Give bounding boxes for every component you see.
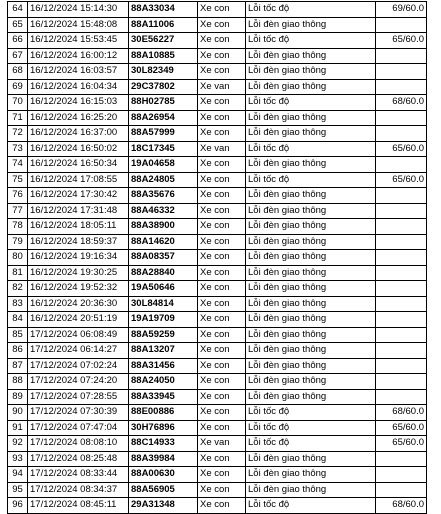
vehicle-type-cell: Xe con <box>198 234 246 250</box>
speed-reading-cell: 65/60.0 <box>376 436 427 452</box>
vehicle-type-cell: Xe con <box>198 265 246 281</box>
violation-type-cell: Lỗi đèn giao thông <box>246 234 376 250</box>
table-row <box>8 64 427 80</box>
speed-reading-cell <box>376 343 427 359</box>
speed-reading-cell <box>376 482 427 498</box>
violation-type-cell: Lỗi đèn giao thông <box>246 467 376 483</box>
row-index-cell: 87 <box>8 358 28 374</box>
row-index-cell: 96 <box>8 498 28 514</box>
row-index-cell: 69 <box>8 79 28 95</box>
vehicle-type-cell: Xe con <box>198 157 246 173</box>
timestamp-cell: 17/12/2024 08:34:37 <box>28 482 129 498</box>
speed-reading-cell: 68/60.0 <box>376 405 427 421</box>
table-row <box>8 33 427 49</box>
license-plate-cell: 29C37802 <box>129 79 198 95</box>
violations-table-body <box>8 2 427 514</box>
speed-reading-cell <box>376 188 427 204</box>
row-index-cell: 78 <box>8 219 28 235</box>
vehicle-type-cell: Xe con <box>198 358 246 374</box>
table-row <box>8 250 427 266</box>
violation-type-cell: Lỗi đèn giao thông <box>246 219 376 235</box>
timestamp-cell: 17/12/2024 07:24:20 <box>28 374 129 390</box>
license-plate-cell: 88A46332 <box>129 203 198 219</box>
table-row <box>8 265 427 281</box>
license-plate-cell: 88H02785 <box>129 95 198 111</box>
timestamp-cell: 17/12/2024 08:08:10 <box>28 436 129 452</box>
license-plate-cell: 19A50646 <box>129 281 198 297</box>
row-index-cell: 90 <box>8 405 28 421</box>
speed-reading-cell <box>376 296 427 312</box>
violation-type-cell: Lỗi đèn giao thông <box>246 203 376 219</box>
row-index-cell: 79 <box>8 234 28 250</box>
speed-reading-cell: 65/60.0 <box>376 420 427 436</box>
violation-type-cell: Lỗi đèn giao thông <box>246 64 376 80</box>
speed-reading-cell <box>376 281 427 297</box>
license-plate-cell: 88A26954 <box>129 110 198 126</box>
timestamp-cell: 16/12/2024 17:30:42 <box>28 188 129 204</box>
license-plate-cell: 88A57999 <box>129 126 198 142</box>
vehicle-type-cell: Xe con <box>198 343 246 359</box>
vehicle-type-cell: Xe con <box>198 482 246 498</box>
row-index-cell: 76 <box>8 188 28 204</box>
violation-type-cell: Lỗi đèn giao thông <box>246 48 376 64</box>
vehicle-type-cell: Xe con <box>198 250 246 266</box>
license-plate-cell: 30L84814 <box>129 296 198 312</box>
table-row <box>8 157 427 173</box>
violation-type-cell: Lỗi đèn giao thông <box>246 157 376 173</box>
violation-type-cell: Lỗi đèn giao thông <box>246 126 376 142</box>
row-index-cell: 84 <box>8 312 28 328</box>
violation-type-cell: Lỗi tốc độ <box>246 95 376 111</box>
timestamp-cell: 16/12/2024 18:05:11 <box>28 219 129 235</box>
row-index-cell: 74 <box>8 157 28 173</box>
row-index-cell: 70 <box>8 95 28 111</box>
vehicle-type-cell: Xe con <box>198 33 246 49</box>
license-plate-cell: 88A28840 <box>129 265 198 281</box>
speed-reading-cell: 65/60.0 <box>376 141 427 157</box>
license-plate-cell: 88A39984 <box>129 451 198 467</box>
license-plate-cell: 88A14620 <box>129 234 198 250</box>
license-plate-cell: 19A19709 <box>129 312 198 328</box>
timestamp-cell: 16/12/2024 19:52:32 <box>28 281 129 297</box>
vehicle-type-cell: Xe con <box>198 95 246 111</box>
row-index-cell: 88 <box>8 374 28 390</box>
license-plate-cell: 88E00886 <box>129 405 198 421</box>
row-index-cell: 66 <box>8 33 28 49</box>
table-row <box>8 467 427 483</box>
vehicle-type-cell: Xe con <box>198 48 246 64</box>
table-row <box>8 374 427 390</box>
vehicle-type-cell: Xe van <box>198 141 246 157</box>
row-index-cell: 86 <box>8 343 28 359</box>
row-index-cell: 94 <box>8 467 28 483</box>
row-index-cell: 67 <box>8 48 28 64</box>
violation-type-cell: Lỗi đèn giao thông <box>246 312 376 328</box>
violation-type-cell: Lỗi đèn giao thông <box>246 281 376 297</box>
timestamp-cell: 16/12/2024 16:50:02 <box>28 141 129 157</box>
table-row <box>8 358 427 374</box>
vehicle-type-cell: Xe con <box>198 327 246 343</box>
license-plate-cell: 88A10885 <box>129 48 198 64</box>
table-row <box>8 141 427 157</box>
timestamp-cell: 16/12/2024 17:08:55 <box>28 172 129 188</box>
table-row <box>8 389 427 405</box>
timestamp-cell: 16/12/2024 16:03:57 <box>28 64 129 80</box>
table-row <box>8 343 427 359</box>
violation-type-cell: Lỗi tốc độ <box>246 33 376 49</box>
row-index-cell: 72 <box>8 126 28 142</box>
vehicle-type-cell: Xe con <box>198 172 246 188</box>
speed-reading-cell <box>376 157 427 173</box>
row-index-cell: 85 <box>8 327 28 343</box>
violation-type-cell: Lỗi đèn giao thông <box>246 188 376 204</box>
row-index-cell: 91 <box>8 420 28 436</box>
speed-reading-cell <box>376 250 427 266</box>
license-plate-cell: 88A00630 <box>129 467 198 483</box>
speed-reading-cell <box>376 234 427 250</box>
violation-type-cell: Lỗi tốc độ <box>246 172 376 188</box>
vehicle-type-cell: Xe con <box>198 296 246 312</box>
license-plate-cell: 29A31348 <box>129 498 198 514</box>
table-row <box>8 172 427 188</box>
timestamp-cell: 17/12/2024 08:33:44 <box>28 467 129 483</box>
speed-reading-cell: 68/60.0 <box>376 498 427 514</box>
table-row <box>8 281 427 297</box>
speed-reading-cell <box>376 79 427 95</box>
vehicle-type-cell: Xe con <box>198 281 246 297</box>
license-plate-cell: 88A13207 <box>129 343 198 359</box>
speed-reading-cell <box>376 126 427 142</box>
row-index-cell: 80 <box>8 250 28 266</box>
table-row <box>8 95 427 111</box>
timestamp-cell: 16/12/2024 16:25:20 <box>28 110 129 126</box>
violation-type-cell: Lỗi đèn giao thông <box>246 451 376 467</box>
vehicle-type-cell: Xe con <box>198 2 246 18</box>
violation-type-cell: Lỗi đèn giao thông <box>246 110 376 126</box>
timestamp-cell: 17/12/2024 07:30:39 <box>28 405 129 421</box>
timestamp-cell: 17/12/2024 06:14:27 <box>28 343 129 359</box>
table-row <box>8 482 427 498</box>
vehicle-type-cell: Xe con <box>198 467 246 483</box>
timestamp-cell: 17/12/2024 07:28:55 <box>28 389 129 405</box>
speed-reading-cell <box>376 203 427 219</box>
timestamp-cell: 16/12/2024 20:51:19 <box>28 312 129 328</box>
speed-reading-cell <box>376 110 427 126</box>
license-plate-cell: 88A56905 <box>129 482 198 498</box>
license-plate-cell: 88A38900 <box>129 219 198 235</box>
vehicle-type-cell: Xe con <box>198 17 246 33</box>
violation-type-cell: Lỗi đèn giao thông <box>246 250 376 266</box>
table-row <box>8 436 427 452</box>
table-row <box>8 327 427 343</box>
violation-type-cell: Lỗi đèn giao thông <box>246 79 376 95</box>
timestamp-cell: 16/12/2024 15:53:45 <box>28 33 129 49</box>
license-plate-cell: 88A31456 <box>129 358 198 374</box>
table-row <box>8 188 427 204</box>
speed-reading-cell <box>376 64 427 80</box>
vehicle-type-cell: Xe con <box>198 219 246 235</box>
timestamp-cell: 16/12/2024 15:14:30 <box>28 2 129 18</box>
table-row <box>8 79 427 95</box>
vehicle-type-cell: Xe van <box>198 79 246 95</box>
violation-type-cell: Lỗi đèn giao thông <box>246 389 376 405</box>
violation-type-cell: Lỗi tốc độ <box>246 405 376 421</box>
license-plate-cell: 88A33945 <box>129 389 198 405</box>
timestamp-cell: 16/12/2024 19:16:34 <box>28 250 129 266</box>
license-plate-cell: 88A24805 <box>129 172 198 188</box>
speed-reading-cell <box>376 374 427 390</box>
table-row <box>8 110 427 126</box>
row-index-cell: 82 <box>8 281 28 297</box>
row-index-cell: 81 <box>8 265 28 281</box>
timestamp-cell: 17/12/2024 07:47:04 <box>28 420 129 436</box>
table-row <box>8 498 427 514</box>
row-index-cell: 93 <box>8 451 28 467</box>
table-row <box>8 420 427 436</box>
speed-reading-cell: 69/60.0 <box>376 2 427 18</box>
violation-type-cell: Lỗi tốc độ <box>246 436 376 452</box>
violation-type-cell: Lỗi đèn giao thông <box>246 265 376 281</box>
license-plate-cell: 18C17345 <box>129 141 198 157</box>
timestamp-cell: 16/12/2024 20:36:30 <box>28 296 129 312</box>
table-row <box>8 17 427 33</box>
row-index-cell: 92 <box>8 436 28 452</box>
timestamp-cell: 16/12/2024 16:15:03 <box>28 95 129 111</box>
license-plate-cell: 88A59259 <box>129 327 198 343</box>
row-index-cell: 95 <box>8 482 28 498</box>
timestamp-cell: 16/12/2024 16:04:34 <box>28 79 129 95</box>
vehicle-type-cell: Xe con <box>198 64 246 80</box>
row-index-cell: 73 <box>8 141 28 157</box>
vehicle-type-cell: Xe con <box>198 451 246 467</box>
row-index-cell: 64 <box>8 2 28 18</box>
speed-reading-cell <box>376 312 427 328</box>
violations-table <box>7 1 427 514</box>
table-row <box>8 48 427 64</box>
table-row <box>8 203 427 219</box>
speed-reading-cell <box>376 451 427 467</box>
timestamp-cell: 17/12/2024 06:08:49 <box>28 327 129 343</box>
speed-reading-cell <box>376 17 427 33</box>
vehicle-type-cell: Xe con <box>198 312 246 328</box>
license-plate-cell: 88A24050 <box>129 374 198 390</box>
speed-reading-cell <box>376 219 427 235</box>
row-index-cell: 75 <box>8 172 28 188</box>
license-plate-cell: 88C14933 <box>129 436 198 452</box>
timestamp-cell: 17/12/2024 08:25:48 <box>28 451 129 467</box>
speed-reading-cell <box>376 389 427 405</box>
table-row <box>8 234 427 250</box>
row-index-cell: 89 <box>8 389 28 405</box>
timestamp-cell: 16/12/2024 19:30:25 <box>28 265 129 281</box>
table-row <box>8 126 427 142</box>
timestamp-cell: 16/12/2024 15:48:08 <box>28 17 129 33</box>
violation-type-cell: Lỗi đèn giao thông <box>246 358 376 374</box>
vehicle-type-cell: Xe con <box>198 374 246 390</box>
timestamp-cell: 16/12/2024 17:31:48 <box>28 203 129 219</box>
table-row <box>8 451 427 467</box>
speed-reading-cell <box>376 265 427 281</box>
timestamp-cell: 16/12/2024 18:59:37 <box>28 234 129 250</box>
vehicle-type-cell: Xe con <box>198 203 246 219</box>
violation-type-cell: Lỗi tốc độ <box>246 141 376 157</box>
table-row <box>8 312 427 328</box>
timestamp-cell: 16/12/2024 16:50:34 <box>28 157 129 173</box>
vehicle-type-cell: Xe con <box>198 405 246 421</box>
license-plate-cell: 88A08357 <box>129 250 198 266</box>
license-plate-cell: 30E56227 <box>129 33 198 49</box>
row-index-cell: 68 <box>8 64 28 80</box>
timestamp-cell: 17/12/2024 07:02:24 <box>28 358 129 374</box>
vehicle-type-cell: Xe con <box>198 188 246 204</box>
row-index-cell: 71 <box>8 110 28 126</box>
table-row <box>8 2 427 18</box>
license-plate-cell: 30H76896 <box>129 420 198 436</box>
violation-type-cell: Lỗi tốc độ <box>246 2 376 18</box>
violation-type-cell: Lỗi đèn giao thông <box>246 17 376 33</box>
table-row <box>8 219 427 235</box>
violation-type-cell: Lỗi tốc độ <box>246 420 376 436</box>
license-plate-cell: 88A35676 <box>129 188 198 204</box>
vehicle-type-cell: Xe con <box>198 498 246 514</box>
table-row <box>8 296 427 312</box>
timestamp-cell: 17/12/2024 08:45:11 <box>28 498 129 514</box>
speed-reading-cell: 68/60.0 <box>376 95 427 111</box>
vehicle-type-cell: Xe con <box>198 110 246 126</box>
speed-reading-cell <box>376 358 427 374</box>
violation-type-cell: Lỗi tốc độ <box>246 498 376 514</box>
violation-type-cell: Lỗi đèn giao thông <box>246 327 376 343</box>
row-index-cell: 65 <box>8 17 28 33</box>
speed-reading-cell <box>376 327 427 343</box>
row-index-cell: 77 <box>8 203 28 219</box>
license-plate-cell: 88A11006 <box>129 17 198 33</box>
license-plate-cell: 19A04658 <box>129 157 198 173</box>
violation-type-cell: Lỗi đèn giao thông <box>246 343 376 359</box>
vehicle-type-cell: Xe con <box>198 389 246 405</box>
violation-type-cell: Lỗi đèn giao thông <box>246 482 376 498</box>
license-plate-cell: 30L82349 <box>129 64 198 80</box>
license-plate-cell: 88A33034 <box>129 2 198 18</box>
timestamp-cell: 16/12/2024 16:37:00 <box>28 126 129 142</box>
speed-reading-cell: 65/60.0 <box>376 172 427 188</box>
vehicle-type-cell: Xe con <box>198 420 246 436</box>
table-row <box>8 405 427 421</box>
speed-reading-cell: 65/60.0 <box>376 33 427 49</box>
violation-type-cell: Lỗi đèn giao thông <box>246 374 376 390</box>
row-index-cell: 83 <box>8 296 28 312</box>
vehicle-type-cell: Xe con <box>198 126 246 142</box>
timestamp-cell: 16/12/2024 16:00:12 <box>28 48 129 64</box>
speed-reading-cell <box>376 467 427 483</box>
vehicle-type-cell: Xe van <box>198 436 246 452</box>
violation-type-cell: Lỗi đèn giao thông <box>246 296 376 312</box>
speed-reading-cell <box>376 48 427 64</box>
